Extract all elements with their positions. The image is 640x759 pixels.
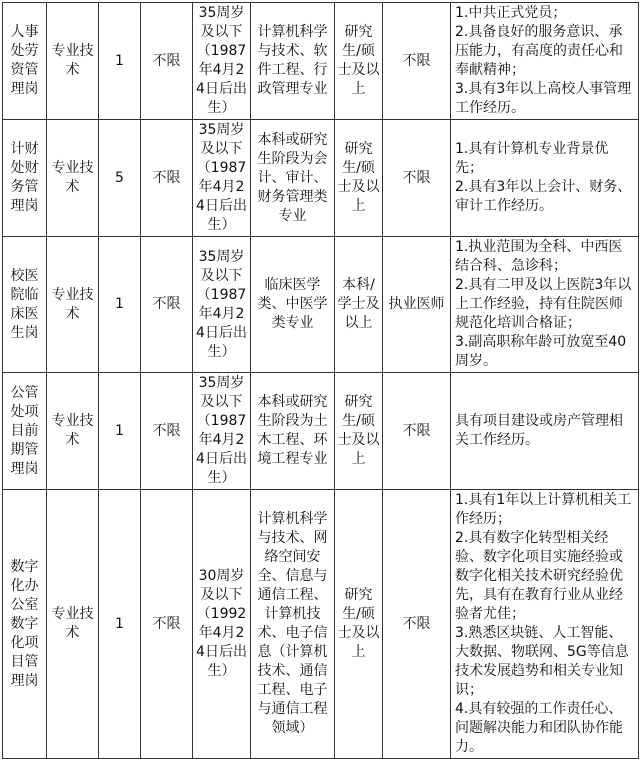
requirement-item: 4.具有较强的工作责任心、问题解决能力和团队协作能力。 [455, 701, 623, 755]
requirement-item: 3.熟悉区块链、人工智能、大数据、物联网、5G等信息技术发展趋势和相关专业知识； [455, 625, 629, 698]
education-cell: 研究生/硕士及以上 [335, 373, 383, 490]
age-cell: 30周岁及以下（1992年4月24日后出生） [193, 490, 251, 759]
qualification-cell: 不限 [383, 490, 451, 759]
count-cell: 1 [99, 373, 141, 490]
requirements-cell [451, 490, 639, 759]
major-cell: 计算机科学与技术、网络空间安全、信息与通信工程、计算机技术、电子信息（计算机技术、通信工程、电子与通信工程领域） [251, 490, 335, 759]
count-cell: 1 [99, 3, 141, 120]
requirement-item: 1.中共正式党员； [455, 5, 567, 21]
count-cell: 1 [99, 490, 141, 759]
age-cell: 35周岁及以下（1987年4月24日后出生） [193, 237, 251, 373]
scope-cell: 不限 [141, 373, 193, 490]
post-name-cell: 校医院临床医生岗 [3, 237, 47, 373]
requirement-item: 1.具有计算机专业背景优先； [455, 141, 609, 176]
age-cell: 35周岁及以下（1987年4月24日后出生） [193, 120, 251, 237]
qualification-cell: 不限 [383, 373, 451, 490]
requirements-cell [451, 3, 639, 120]
age-cell: 35周岁及以下（1987年4月24日后出生） [193, 3, 251, 120]
requirement-item: 3.具有3年以上高校人事管理工作经历。 [455, 81, 632, 116]
major-cell: 本科或研究生阶段为会计、审计、财务管理类专业 [251, 120, 335, 237]
scope-cell: 不限 [141, 490, 193, 759]
qualification-cell: 不限 [383, 120, 451, 237]
count-cell: 1 [99, 237, 141, 373]
post-name-cell: 人事处劳资管理岗 [3, 3, 47, 120]
major-cell: 临床医学类、中医学类专业 [251, 237, 335, 373]
scope-cell: 不限 [141, 3, 193, 120]
category-cell: 专业技术 [47, 237, 99, 373]
requirement-item: 2.具有二甲及以上医院3年以上工作经验，持有住院医师规范化培训合格证； [455, 277, 632, 331]
scope-cell: 不限 [141, 120, 193, 237]
category-cell: 专业技术 [47, 120, 99, 237]
recruitment-table [2, 2, 639, 759]
table-row [3, 3, 639, 120]
education-cell: 研究生/硕士及以上 [335, 490, 383, 759]
post-name-cell: 公管处项目前期管理岗 [3, 373, 47, 490]
education-cell: 研究生/硕士及以上 [335, 120, 383, 237]
table-row [3, 120, 639, 237]
requirement-item: 1.执业范围为全科、中西医结合科、急诊科； [455, 239, 623, 274]
category-cell: 专业技术 [47, 490, 99, 759]
qualification-cell: 执业医师 [383, 237, 451, 373]
education-cell: 本科/学士及以上 [335, 237, 383, 373]
major-cell: 本科或研究生阶段为土木工程、环境工程专业 [251, 373, 335, 490]
age-cell: 35周岁及以下（1987年4月24日后出生） [193, 373, 251, 490]
category-cell: 专业技术 [47, 373, 99, 490]
count-cell: 5 [99, 120, 141, 237]
qualification-cell: 不限 [383, 3, 451, 120]
requirement-item: 2.具备良好的服务意识、承压能力，有高度的责任心和奉献精神； [455, 24, 623, 78]
scope-cell: 不限 [141, 237, 193, 373]
requirements-cell [451, 373, 639, 490]
requirement-item: 1.具有1年以上计算机相关工作经历； [455, 492, 632, 527]
requirement-item: 2.具有数字化转型相关经验、数字化项目实施经验或数字化相关技术研究经验优先，具有在教育行业从业经验者尤佳； [455, 530, 623, 622]
table-row [3, 373, 639, 490]
requirements-cell [451, 237, 639, 373]
requirement-item: 3.副高职称年龄可放宽至40周岁。 [455, 334, 627, 369]
requirements-cell [451, 120, 639, 237]
major-cell: 计算机科学与技术、软件工程、行政管理专业 [251, 3, 335, 120]
post-name-cell: 数字化办公室数字化项目管理岗 [3, 490, 47, 759]
education-cell: 研究生/硕士及以上 [335, 3, 383, 120]
requirement-item: 具有项目建设或房产管理相关工作经历。 [455, 413, 623, 448]
table-row [3, 490, 639, 759]
post-name-cell: 计财处财务管理岗 [3, 120, 47, 237]
category-cell: 专业技术 [47, 3, 99, 120]
requirement-item: 2.具有3年以上会计、财务、审计工作经历。 [455, 179, 632, 214]
table-row [3, 237, 639, 373]
